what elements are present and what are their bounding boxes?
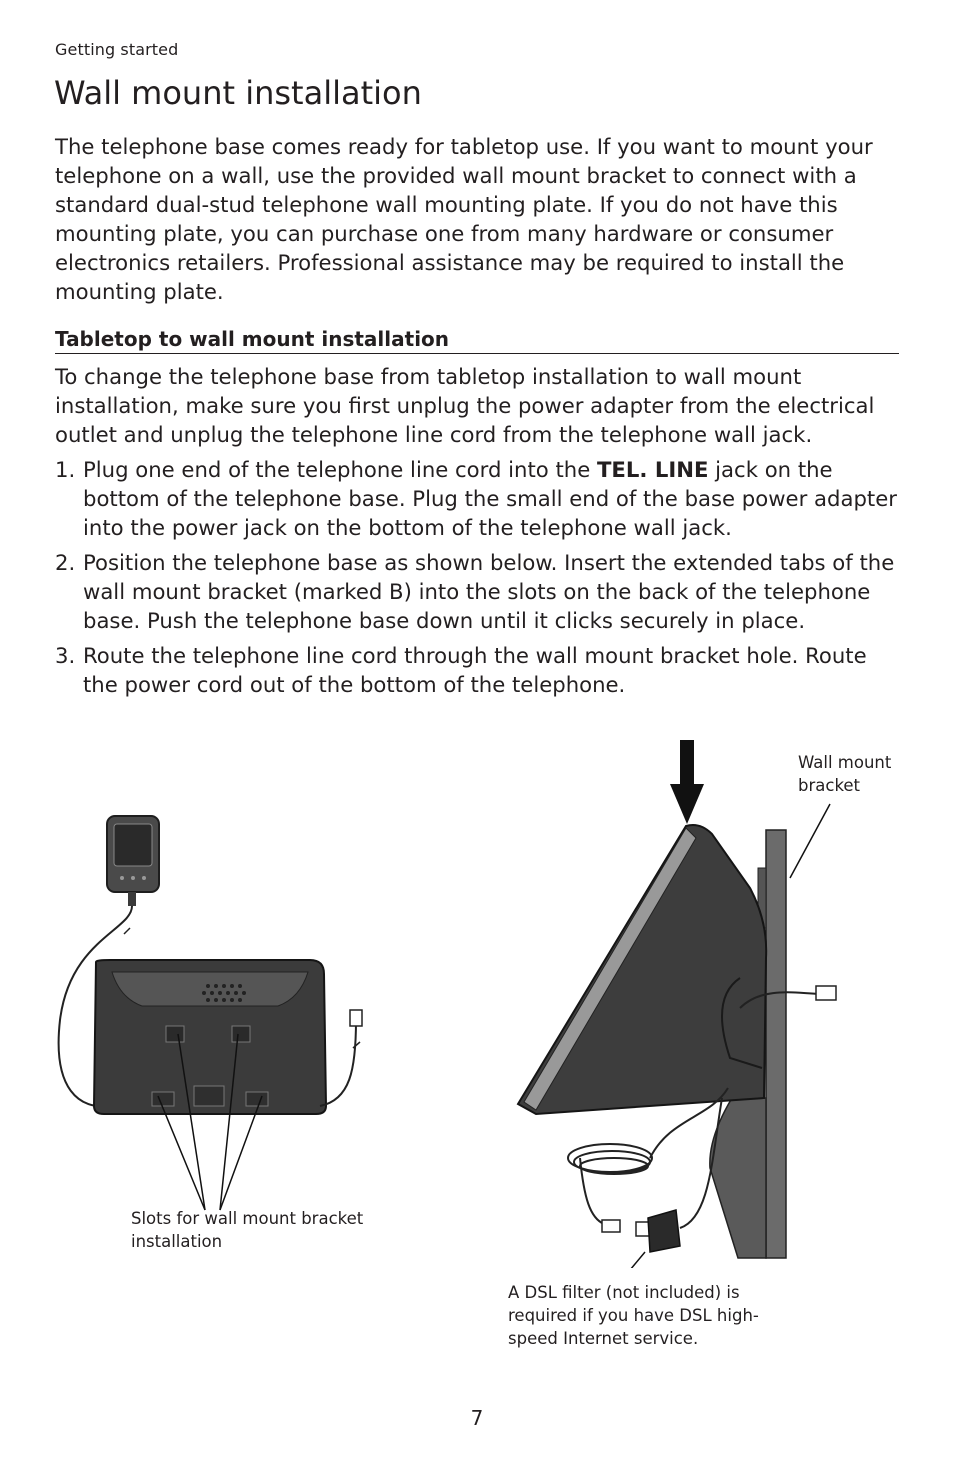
step-number: 3. — [55, 643, 76, 668]
wall-mounted-side-illustration — [500, 738, 850, 1268]
intro-paragraph: The telephone base comes ready for tabletop use. If you want to mount your telephone on a wall, use the provided wall mount bracket to connect with a standard dual-stud telephone wall mounting plate. If you do not have this mounting plate, you can purchase one from many hardware or consumer electronics retailers. Professional assistance may be required to install the mounting plate. — [55, 134, 873, 304]
tel-line-label: TEL. LINE — [596, 457, 709, 482]
step-text: Position the telephone base as shown below. Insert the extended tabs of the wall mount bracket (marked B) into the slots on the back of the telephone base. Push the telephone base down until it clicks securely in place. — [83, 550, 895, 633]
push-down-arrow-icon — [670, 740, 704, 824]
telephone-base-icon — [94, 960, 326, 1114]
base-back-illustration — [50, 810, 380, 1220]
dsl-filter-caption: A DSL filter (not included) is required if you have DSL high-speed Internet service. — [508, 1283, 759, 1348]
step-3 — [55, 641, 905, 699]
step-1 — [55, 455, 905, 542]
page-number: 7 — [470, 1406, 484, 1430]
step-2 — [55, 548, 905, 635]
dsl-filter-icon — [636, 1210, 680, 1252]
step-text: Route the telephone line cord through the wall mount bracket hole. Route the power cord out of the bottom of the telephone. — [83, 643, 867, 697]
step-text: Plug one end of the telephone line cord into the — [83, 457, 597, 482]
step-number: 2. — [55, 550, 76, 575]
step-text: jack on the bottom of the telephone base. Plug the small end of the base power adapter into the power jack on the bottom of the telephone wall jack. — [83, 457, 897, 540]
wall-mount-bracket-caption: Wall mount bracket — [798, 753, 892, 795]
telephone-base-side-icon — [518, 825, 766, 1114]
handset-icon — [107, 816, 159, 906]
slots-caption: Slots for wall mount bracket installation — [131, 1209, 364, 1251]
step-number: 1. — [55, 457, 76, 482]
subsection-intro: To change the telephone base from tabletop installation to wall mount installation, make sure you first unplug the power adapter from the electrical outlet and unplug the telephone line cord from the telephone wall jack. — [55, 364, 875, 447]
section-label: Getting started — [55, 40, 179, 59]
installation-steps — [55, 455, 905, 705]
subsection-heading: Tabletop to wall mount installation — [55, 327, 899, 354]
page-title: Wall mount installation — [54, 74, 422, 112]
